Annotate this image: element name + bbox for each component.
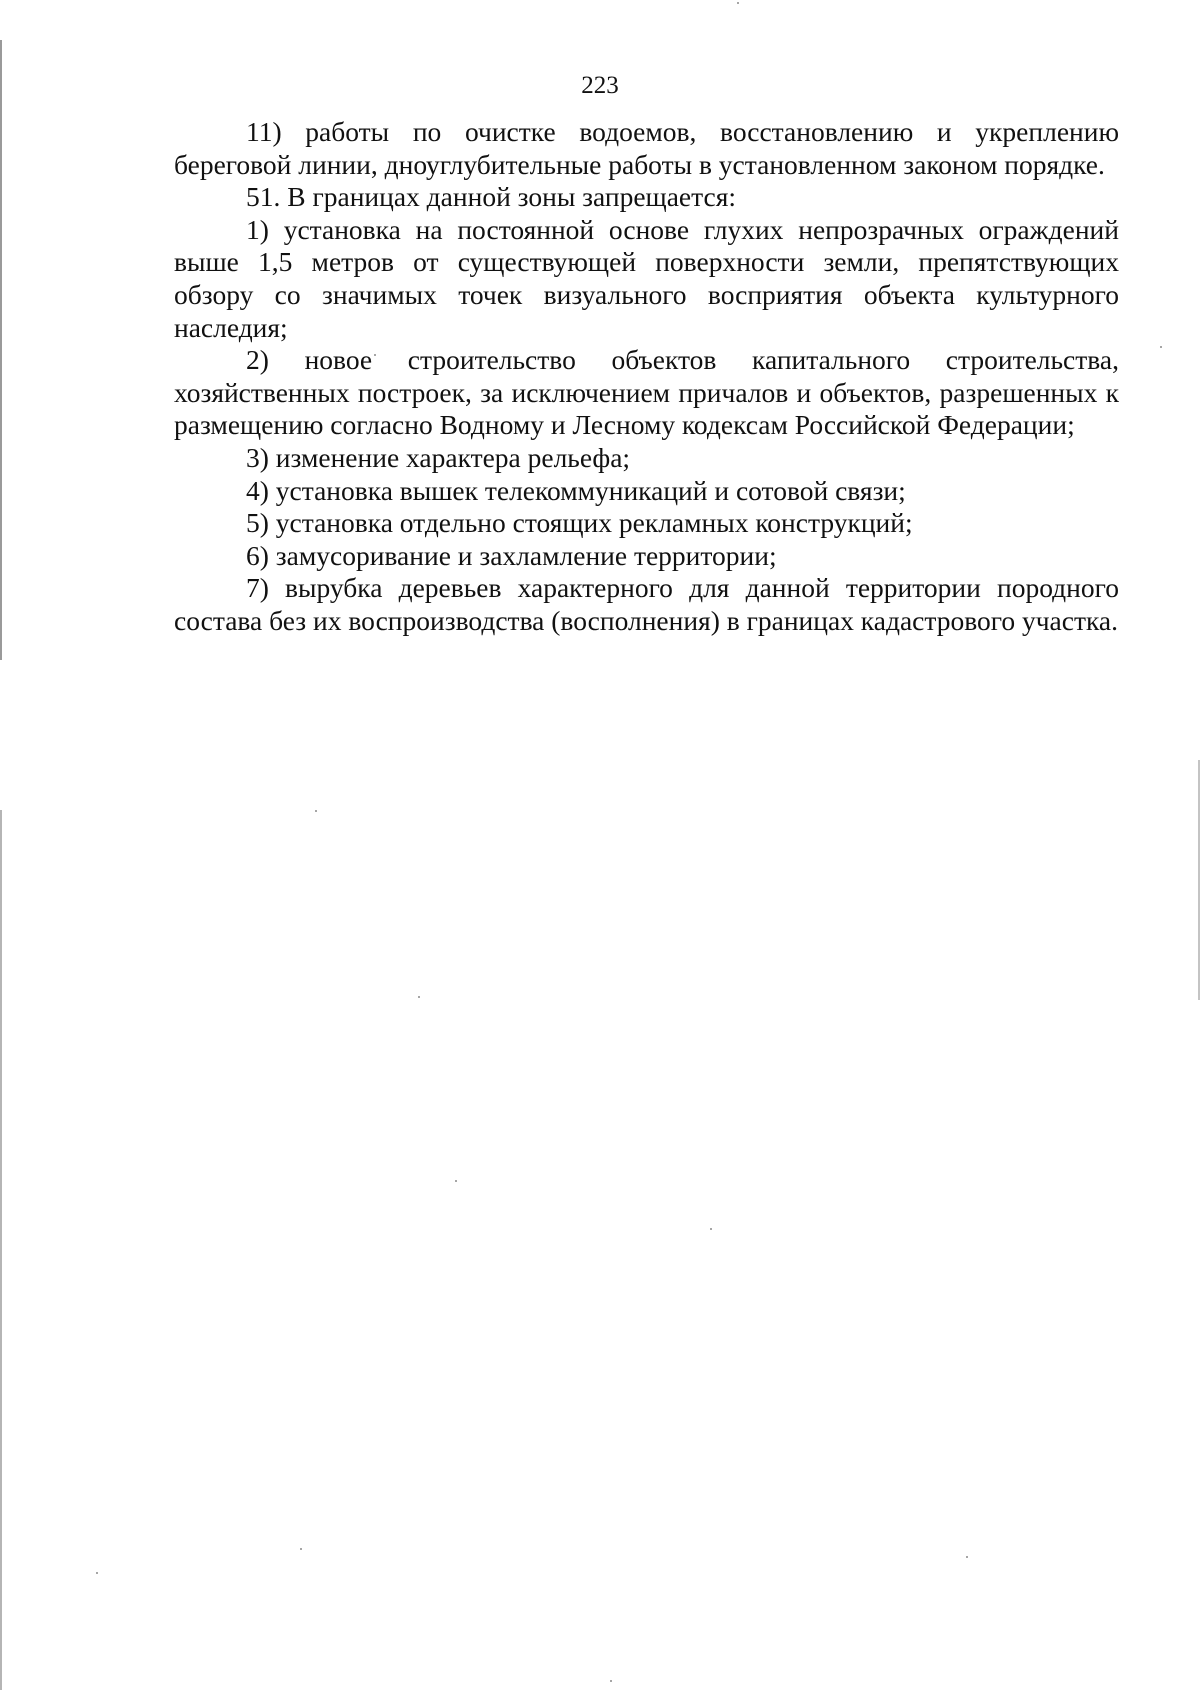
- scan-edge-left-lower: [0, 810, 2, 1690]
- scan-speck: [610, 1680, 612, 1682]
- scan-speck: [455, 1180, 457, 1182]
- paragraph-item-5: 5) установка отдельно стоящих рекламных конструкций;: [246, 507, 913, 539]
- scan-speck: [737, 2, 739, 4]
- scan-speck: [710, 1228, 712, 1230]
- paragraph-section-51: 51. В границах данной зоны запрещается:: [246, 181, 736, 213]
- paragraph-item-7: 7) вырубка деревьев характерного для данной территории породного состава без их воспроизводства (восполнения) в границах кадастрового участка.: [174, 572, 1119, 636]
- paragraph-item-6: 6) замусоривание и захламление территории;: [246, 539, 777, 571]
- page-number: 223: [581, 72, 619, 99]
- scan-speck: [966, 1556, 968, 1558]
- paragraph-item-1: 1) установка на постоянной основе глухих непрозрачных ограждений выше 1,5 метров от существующей поверхности земли, препятствующих обзору со значимых точек визуального восприятия объекта культурного наследия;: [174, 213, 1119, 343]
- paragraph-item-4: 4) установка вышек телекоммуникаций и сотовой связи;: [246, 474, 906, 506]
- paragraph-item-11: 11) работы по очистке водоемов, восстановлению и укреплению береговой линии, дноуглубительные работы в установленном законом порядке.: [174, 116, 1119, 180]
- scan-speck: [315, 810, 317, 812]
- paragraph-item-2: 2) новое строительство объектов капитального строительства, хозяйственных построек, за исключением причалов и объектов, разрешенных к размещению согласно Водному и Лесному кодексам Российской Федерации;: [174, 344, 1119, 441]
- scan-speck: [300, 1548, 302, 1550]
- scan-speck: [1160, 346, 1162, 348]
- scan-edge-left: [0, 40, 2, 660]
- scan-speck: [418, 996, 420, 998]
- scan-speck: [96, 1572, 98, 1574]
- paragraph-item-3: 3) изменение характера рельефа;: [246, 441, 631, 473]
- document-body: [174, 116, 1119, 638]
